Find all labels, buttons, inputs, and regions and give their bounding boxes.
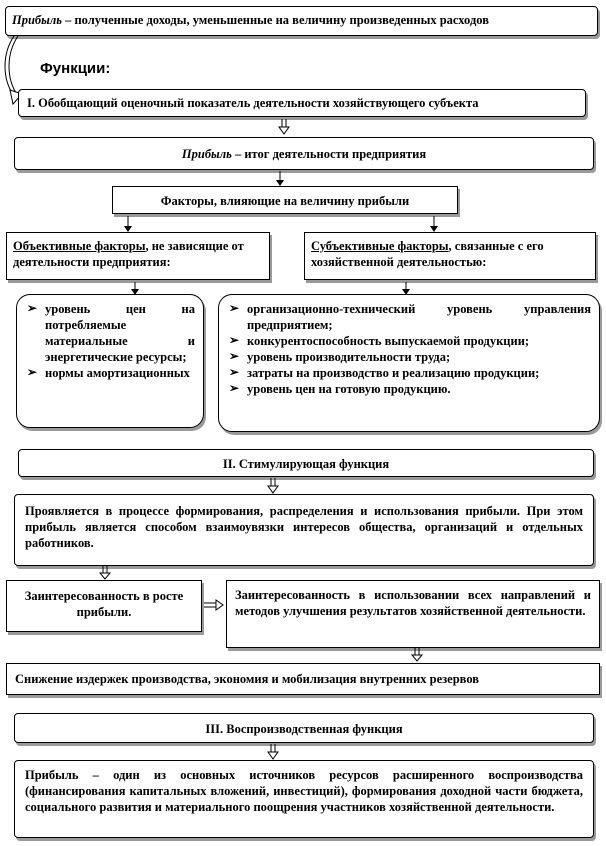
list-item: ➢ уровень производительности труда; xyxy=(227,349,591,365)
profit-result-box xyxy=(14,137,594,170)
arrow-down-icon xyxy=(410,648,424,664)
factors-title: Факторы, влияющие на величину прибыли xyxy=(112,186,458,214)
function2-title: II. Стимулирующая функция xyxy=(18,449,594,477)
objective-factors-box xyxy=(6,232,270,280)
arrow-down-icon xyxy=(277,119,291,137)
subjective-factors-box xyxy=(304,232,596,280)
list-item: ➢ уровень цен на потребляемые материальные и энергетические ресурсы; xyxy=(25,301,195,365)
list-item: ➢ затраты на производство и реализацию продукции; xyxy=(227,365,591,381)
function3-description: Прибыль – один из основных источников ресурсов расширенного воспроизводства (финансирования капитальных вложений, инвестиций), формирования доходной части бюджета, социального развития и материального поощрения участников хозяйственной деятельности. xyxy=(14,760,594,838)
objective-factors-text: , не зависящие от деятельности предприятия: xyxy=(13,239,244,269)
profit-result-term: Прибыль xyxy=(181,147,232,161)
function1-title: I. Обобщающий оценочный показатель деятельности хозяйствующего субъекта xyxy=(18,89,586,117)
definition-term: Прибыль xyxy=(12,13,62,27)
definition-box xyxy=(5,6,598,36)
functions-label: Функции: xyxy=(40,60,111,77)
branch-arrows-icon xyxy=(0,214,606,234)
list-item: ➢ конкурентоспособность выпускаемой продукции; xyxy=(227,333,591,349)
list-item: ➢ организационно-технический уровень управления предприятием; xyxy=(227,301,591,333)
function2-description: Проявляется в процессе формирования, распределения и использования прибыли. При этом прибыль является способом взаимоувязки интересов общества, организаций и отдельных работников. xyxy=(14,494,594,566)
list-item: ➢ уровень цен на готовую продукцию. xyxy=(227,381,591,397)
subjective-factors-term: Субъективные факторы xyxy=(311,239,449,253)
subjective-items-box xyxy=(218,294,600,432)
interest-growth-box: Заинтересованность в росте прибыли. xyxy=(6,580,202,632)
objective-items-box xyxy=(16,294,204,428)
arrow-right-icon xyxy=(204,598,226,614)
list-item: ➢ нормы амортизационных xyxy=(25,365,195,381)
subjective-factors-text: , связанные с его хозяйственной деятельностью: xyxy=(311,239,544,269)
definition-text: – полученные доходы, уменьшенные на величину произведенных расходов xyxy=(61,13,489,27)
objective-factors-term: Объективные факторы xyxy=(13,239,146,253)
function3-title: III. Воспроизводственная функция xyxy=(14,713,594,743)
profit-result-text: – итог деятельности предприятия xyxy=(231,147,427,161)
interest-use-box: Заинтересованность в использовании всех направлений и методов улучшения результатов хозяйственной деятельности. xyxy=(226,580,600,648)
cost-reduction-box: Снижение издержек производства, экономия и мобилизация внутренних резервов xyxy=(6,663,600,695)
